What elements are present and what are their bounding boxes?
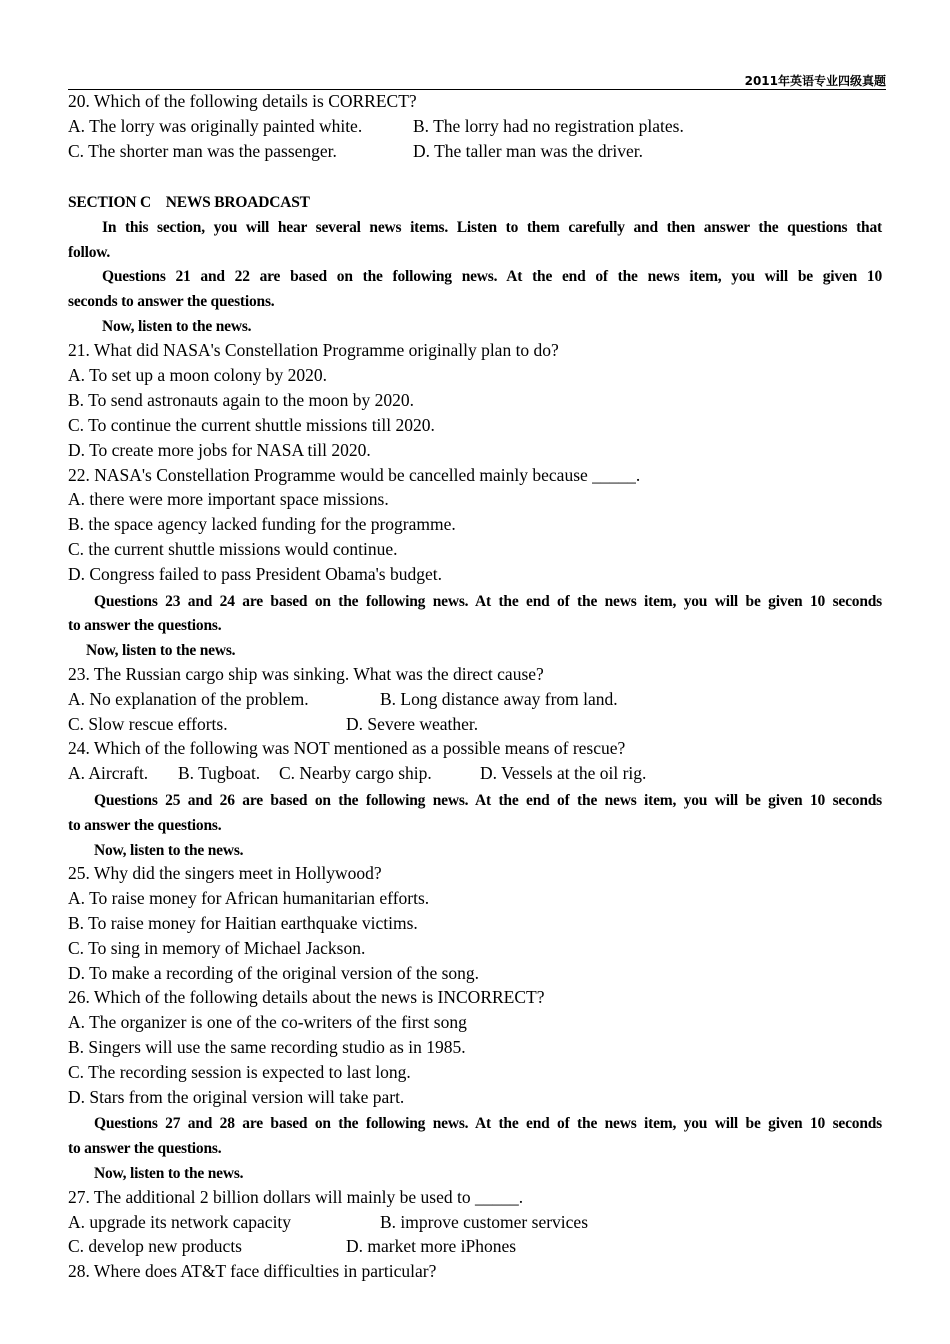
- q23-option-c: C. Slow rescue efforts.: [68, 714, 228, 734]
- q20-option-c: C. The shorter man was the passenger.: [68, 141, 337, 161]
- q23-stem: 23. The Russian cargo ship was sinking. What was the direct cause?: [68, 664, 544, 684]
- g1-instruction-line1: Questions 21 and 22 are based on the following news. At the end of the news item, you will be given 10: [102, 268, 882, 285]
- q27-options-row1: [68, 1211, 868, 1233]
- q23-option-b: B. Long distance away from land.: [380, 689, 618, 709]
- g2-instruction-line1: Questions 23 and 24 are based on the following news. At the end of the news item, you will be given 10 seconds: [94, 593, 882, 610]
- q24-option-d: D. Vessels at the oil rig.: [480, 763, 647, 783]
- q21-option-b: B. To send astronauts again to the moon by 2020.: [68, 390, 414, 410]
- g2-listen: Now, listen to the news.: [86, 642, 236, 659]
- q25-stem: 25. Why did the singers meet in Hollywood?: [68, 863, 382, 883]
- q23-option-a: A. No explanation of the problem.: [68, 689, 309, 709]
- g1-listen: Now, listen to the news.: [102, 318, 252, 335]
- header-title: 2011年英语专业四级真题: [744, 74, 886, 88]
- q27-option-b: B. improve customer services: [380, 1212, 589, 1232]
- section-intro-line2: follow.: [68, 244, 111, 261]
- g2-instruction-line2: to answer the questions.: [68, 617, 222, 634]
- q23-options-row2: [68, 713, 868, 735]
- q22-stem: 22. NASA's Constellation Programme would be cancelled mainly because _____.: [68, 465, 641, 485]
- q24-options-row: [68, 762, 868, 784]
- q22-option-c: C. the current shuttle missions would continue.: [68, 539, 398, 559]
- section-title: SECTION C NEWS BROADCAST: [68, 194, 310, 211]
- q27-stem: 27. The additional 2 billion dollars will mainly be used to _____.: [68, 1187, 524, 1207]
- q25-option-d: D. To make a recording of the original version of the song.: [68, 963, 480, 983]
- g4-instruction-line1: Questions 27 and 28 are based on the following news. At the end of the news item, you will be given 10 seconds: [94, 1115, 882, 1132]
- q26-option-c: C. The recording session is expected to last long.: [68, 1062, 411, 1082]
- q22-option-b: B. the space agency lacked funding for the programme.: [68, 514, 456, 534]
- q21-option-d: D. To create more jobs for NASA till 2020.: [68, 440, 371, 460]
- q24-option-c: C. Nearby cargo ship.: [279, 763, 432, 783]
- section-intro-line1: In this section, you will hear several news items. Listen to them carefully and then answer the questions that: [102, 219, 882, 236]
- g3-instruction-line1: Questions 25 and 26 are based on the following news. At the end of the news item, you will be given 10 seconds: [94, 792, 882, 809]
- g4-instruction-line2: to answer the questions.: [68, 1140, 222, 1157]
- q20-options-row1: [68, 115, 868, 137]
- q21-option-a: A. To set up a moon colony by 2020.: [68, 365, 327, 385]
- q26-stem: 26. Which of the following details about the news is INCORRECT?: [68, 987, 545, 1007]
- q22-option-d: D. Congress failed to pass President Obama's budget.: [68, 564, 442, 584]
- q26-option-d: D. Stars from the original version will take part.: [68, 1087, 405, 1107]
- q24-stem: 24. Which of the following was NOT mentioned as a possible means of rescue?: [68, 738, 626, 758]
- q27-option-c: C. develop new products: [68, 1236, 242, 1256]
- q21-stem: 21. What did NASA's Constellation Programme originally plan to do?: [68, 340, 559, 360]
- q25-option-c: C. To sing in memory of Michael Jackson.: [68, 938, 366, 958]
- q27-options-row2: [68, 1235, 868, 1257]
- q24-option-b: B. Tugboat.: [178, 763, 261, 783]
- q27-option-d: D. market more iPhones: [346, 1236, 517, 1256]
- q25-option-b: B. To raise money for Haitian earthquake victims.: [68, 913, 418, 933]
- q26-option-a: A. The organizer is one of the co-writers of the first song: [68, 1012, 467, 1032]
- q27-option-a: A. upgrade its network capacity: [68, 1212, 292, 1232]
- page-header: [68, 72, 886, 90]
- g1-instruction-line2: seconds to answer the questions.: [68, 293, 275, 310]
- g3-instruction-line2: to answer the questions.: [68, 817, 222, 834]
- q28-stem: 28. Where does AT&T face difficulties in particular?: [68, 1261, 437, 1281]
- q25-option-a: A. To raise money for African humanitarian efforts.: [68, 888, 430, 908]
- q20-option-a: A. The lorry was originally painted white.: [68, 116, 363, 136]
- q21-option-c: C. To continue the current shuttle missions till 2020.: [68, 415, 435, 435]
- q23-options-row1: [68, 688, 868, 710]
- q20-option-b: B. The lorry had no registration plates.: [413, 116, 684, 136]
- q20-options-row2: [68, 140, 868, 162]
- q20-option-d: D. The taller man was the driver.: [413, 141, 644, 161]
- q23-option-d: D. Severe weather.: [346, 714, 479, 734]
- q26-option-b: B. Singers will use the same recording studio as in 1985.: [68, 1037, 466, 1057]
- g3-listen: Now, listen to the news.: [94, 842, 244, 859]
- g4-listen: Now, listen to the news.: [94, 1165, 244, 1182]
- q24-option-a: A. Aircraft.: [68, 763, 149, 783]
- q22-option-a: A. there were more important space missions.: [68, 489, 389, 509]
- q20-stem: 20. Which of the following details is CORRECT?: [68, 91, 417, 111]
